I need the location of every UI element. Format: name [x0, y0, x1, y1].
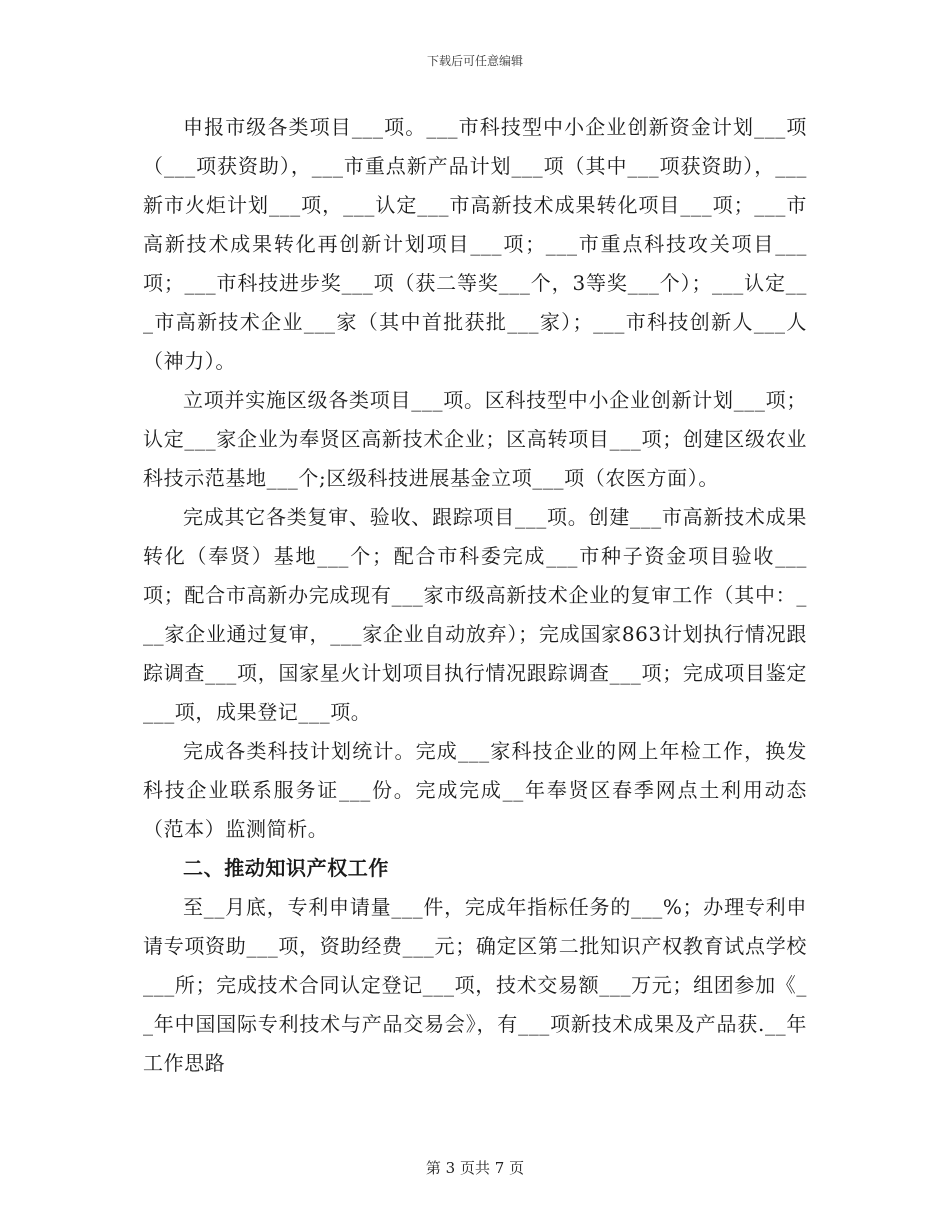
paragraph-city-projects: 申报市级各类项目___项。___市科技型中小企业创新资金计划___项（___项获资助），___市重点新产品计划___项（其中___项获资助），___新市火炬计划___项，___认定___市高新技术成果转化项目___项；___市高新技术成果转化再创新计划项目___项；___市重点科技攻关项目___项；___市科技进步奖___项（获二等奖___个，3等奖___个）；___认定___市高新技术企业___家（其中首批获批___家）；___市科技创新人___人（神力）。	[143, 115, 807, 373]
paragraph-district-projects: 立项并实施区级各类项目___项。区科技型中小企业创新计划___项；认定___家企业为奉贤区高新技术企业；区高转项目___项；创建区级农业科技示范基地___个;区级科技进展基金立项___项（农医方面）。	[143, 388, 807, 490]
paragraph-ip-work: 至__月底，专利申请量___件，完成年指标任务的___%；办理专利申请专项资助___项，资助经费___元；确定区第二批知识产权教育试点学校___所；完成技术合同认定登记___项，技术交易额___万元；组团参加《__年中国国际专利技术与产品交易会》，有___项新技术成果及产品获.__年工作思路	[143, 895, 807, 1075]
section-heading-ip: 二、推动知识产权工作	[183, 856, 389, 880]
page-header-note: 下载后可任意编辑	[426, 54, 523, 68]
page-number: 第 3 页共 7 页	[425, 1159, 525, 1177]
document-body	[143, 108, 807, 1083]
paragraph-statistics: 完成各类科技计划统计。完成___家科技企业的网上年检工作，换发科技企业联系服务证___份。完成完成__年奉贤区春季网点土利用动态（范本）监测简析。	[143, 739, 807, 841]
paragraph-reviews: 完成其它各类复审、验收、跟踪项目___项。创建___市高新技术成果转化（奉贤）基地___个；配合市科委完成___市种子资金项目验收___项；配合市高新办完成现有___家市级高新技术企业的复审工作（其中：___家企业通过复审，___家企业自动放弃）；完成国家863计划执行情况跟踪调查___项，国家星火计划项目执行情况跟踪调查___项；完成项目鉴定___项，成果登记___项。	[143, 505, 807, 724]
